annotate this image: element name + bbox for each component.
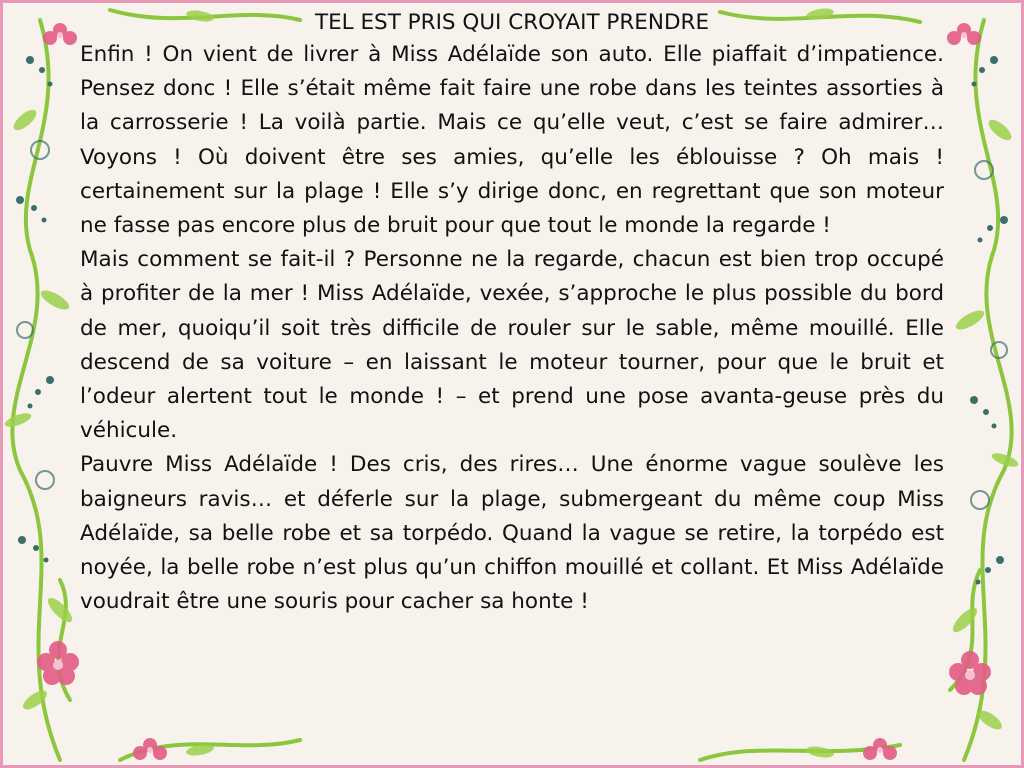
story-title: TEL EST PRIS QUI CROYAIT PRENDRE [314,10,710,35]
story-text-block [80,8,944,619]
story-paragraph-2: Mais comment se fait-il ? Personne ne la regarde, chacun est bien trop occupé à profiter de la mer ! Miss Adélaïde, vexée, s’approche le plus possible du bord de mer, quoiqu’il soit très difficile de rouler sur le sable, même mouillé. Elle descend de sa voiture – en laissant le moteur tourner, pour que le bruit et l’odeur alertent tout le monde ! – et prend une pose avanta-geuse près du véhicule. [80,247,944,444]
story-paragraph-3: Pauvre Miss Adélaïde ! Des cris, des rires… Une énorme vague soulève les baigneurs ravis… et déferle sur la plage, submergeant du même coup Miss Adélaïde, sa belle robe et sa torpédo. Quand la vague se retire, la torpédo est noyée, la belle robe n’est plus qu’un chiffon mouillé et collant. Et Miss Adélaïde voudrait être une souris pour cacher sa honte ! [80,452,944,615]
story-paragraph-1: Enfin ! On vient de livrer à Miss Adélaïde son auto. Elle piaffait d’impatience. Pensez donc ! Elle s’était même fait faire une robe dans les teintes assorties à la carrosserie ! La voilà partie. Mais ce qu’elle veut, c’est se faire admirer… Voyons ! Où doivent être ses amies, qu’elle les éblouisse ? Oh mais ! certainement sur la plage ! Elle s’y dirige donc, en regrettant que son moteur ne fasse pas encore plus de bruit pour que tout le monde la regarde ! [80,42,944,239]
